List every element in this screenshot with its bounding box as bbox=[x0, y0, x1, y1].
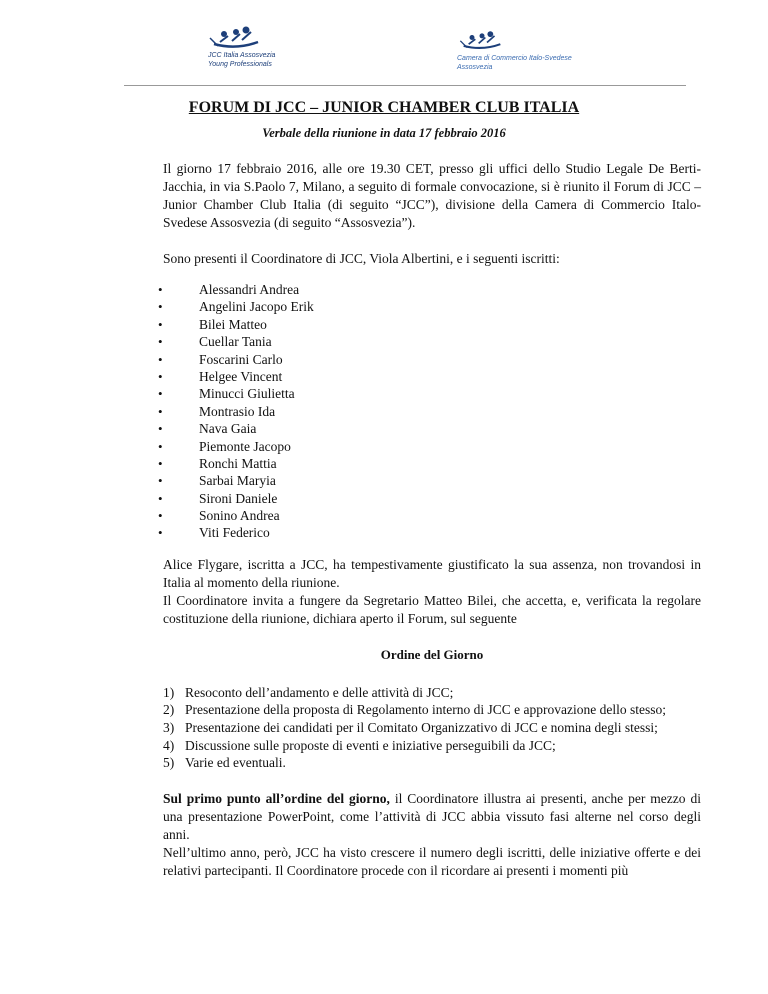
list-item: • Sarbai Maryia bbox=[163, 472, 701, 489]
assosvezia-logo bbox=[457, 28, 577, 78]
absence-paragraph: Alice Flygare, iscritta a JCC, ha tempestivamente giustificato la sua assenza, non trovandosi in Italia al momento della riunione. bbox=[163, 556, 701, 590]
document-subtitle: Verbale della riunione in data 17 febbraio 2016 bbox=[262, 126, 506, 140]
agenda-item-number: 1) bbox=[163, 684, 175, 700]
list-item: • Helgee Vincent bbox=[163, 368, 701, 385]
logo-right-line-2: Assosvezia bbox=[457, 64, 493, 71]
jcc-logo bbox=[206, 24, 306, 74]
logo-left-line-2: Young Professionals bbox=[208, 61, 272, 68]
logo-left-line-1: JCC Italia Assosvezia bbox=[208, 52, 276, 59]
agenda-item bbox=[163, 737, 701, 755]
list-item: • Sironi Daniele bbox=[163, 490, 701, 507]
document-body bbox=[163, 160, 701, 880]
list-item: • Piemonte Jacopo bbox=[163, 438, 701, 455]
agenda-list bbox=[163, 684, 701, 772]
agenda-item-number: 2) bbox=[163, 702, 175, 718]
intro-paragraph: Il giorno 17 febbraio 2016, alle ore 19.30 CET, presso gli uffici dello Studio Legale De Berti-Jacchia, in via S.Paolo 7, Milano, a seguito di formale convocazione, si è riunito il Forum di JCC – Junior Chamber Club Italia (di seguito “JCC”), divisione della Camera di Commercio Italo-Svedese Assosvezia (di seguito “Assosvezia”). bbox=[163, 161, 701, 230]
rowing-boat-icon bbox=[206, 24, 266, 50]
list-item: • Cuellar Tania bbox=[163, 333, 701, 350]
rowing-boat-icon bbox=[457, 28, 507, 52]
agenda-item-number: 5) bbox=[163, 755, 175, 771]
list-item: • Viti Federico bbox=[163, 524, 701, 541]
agenda-item bbox=[163, 719, 701, 737]
first-point-paragraph bbox=[163, 790, 701, 844]
list-item: • Ronchi Mattia bbox=[163, 455, 701, 472]
agenda-item-text: Presentazione dei candidati per il Comitato Organizzativo di JCC e nomina degli stessi; bbox=[185, 720, 658, 736]
last-paragraph: Nell’ultimo anno, però, JCC ha visto crescere il numero degli iscritti, delle iniziative offerte e dei relativi partecipanti. Il Coordinatore procede con il ricordare ai presenti i momenti più bbox=[163, 844, 701, 878]
document-title: FORUM DI JCC – JUNIOR CHAMBER CLUB ITALIA bbox=[188, 99, 580, 116]
agenda-item bbox=[163, 701, 701, 719]
agenda-heading: Ordine del Giorno bbox=[380, 646, 484, 662]
agenda-item-text: Resoconto dell’andamento e delle attività di JCC; bbox=[185, 684, 454, 700]
list-item: • Nava Gaia bbox=[163, 420, 701, 437]
list-item: • Sonino Andrea bbox=[163, 507, 701, 524]
list-item: • Bilei Matteo bbox=[163, 316, 701, 333]
list-item: • Alessandri Andrea bbox=[163, 281, 701, 298]
list-item: • Minucci Giulietta bbox=[163, 385, 701, 402]
agenda-item-number: 4) bbox=[163, 737, 175, 753]
list-item: • Angelini Jacopo Erik bbox=[163, 298, 701, 315]
members-list bbox=[163, 281, 701, 542]
agenda-item-text: Presentazione della proposta di Regolamento interno di JCC e approvazione dello stesso; bbox=[185, 702, 667, 718]
list-item: • Montrasio Ida bbox=[163, 403, 701, 420]
logo-right-line-1: Camera di Commercio Italo-Svedese bbox=[457, 55, 572, 62]
agenda-item-number: 3) bbox=[163, 720, 175, 736]
coordinator-paragraph: Il Coordinatore invita a fungere da Segretario Matteo Bilei, che accetta, e, verificata la regolare costituzione della riunione, dichiara aperto il Forum, sul seguente bbox=[163, 592, 701, 626]
header-divider bbox=[124, 85, 686, 86]
agenda-item bbox=[163, 754, 701, 772]
first-point-lead: Sul primo punto all’ordine del giorno, bbox=[163, 790, 390, 806]
agenda-item bbox=[163, 684, 701, 702]
list-item: • Foscarini Carlo bbox=[163, 351, 701, 368]
agenda-item-text: Varie ed eventuali. bbox=[185, 755, 286, 771]
first-point-text: il Coordinatore illustra ai presenti, anche per mezzo di una presentazione PowerPoint, come l’attività di JCC abbia vissuto fasi alterne nel corso degli anni. bbox=[163, 790, 701, 842]
agenda-item-text: Discussione sulle proposte di eventi e iniziative perseguibili da JCC; bbox=[185, 737, 556, 753]
presenti-paragraph: Sono presenti il Coordinatore di JCC, Viola Albertini, e i seguenti iscritti: bbox=[163, 251, 560, 266]
